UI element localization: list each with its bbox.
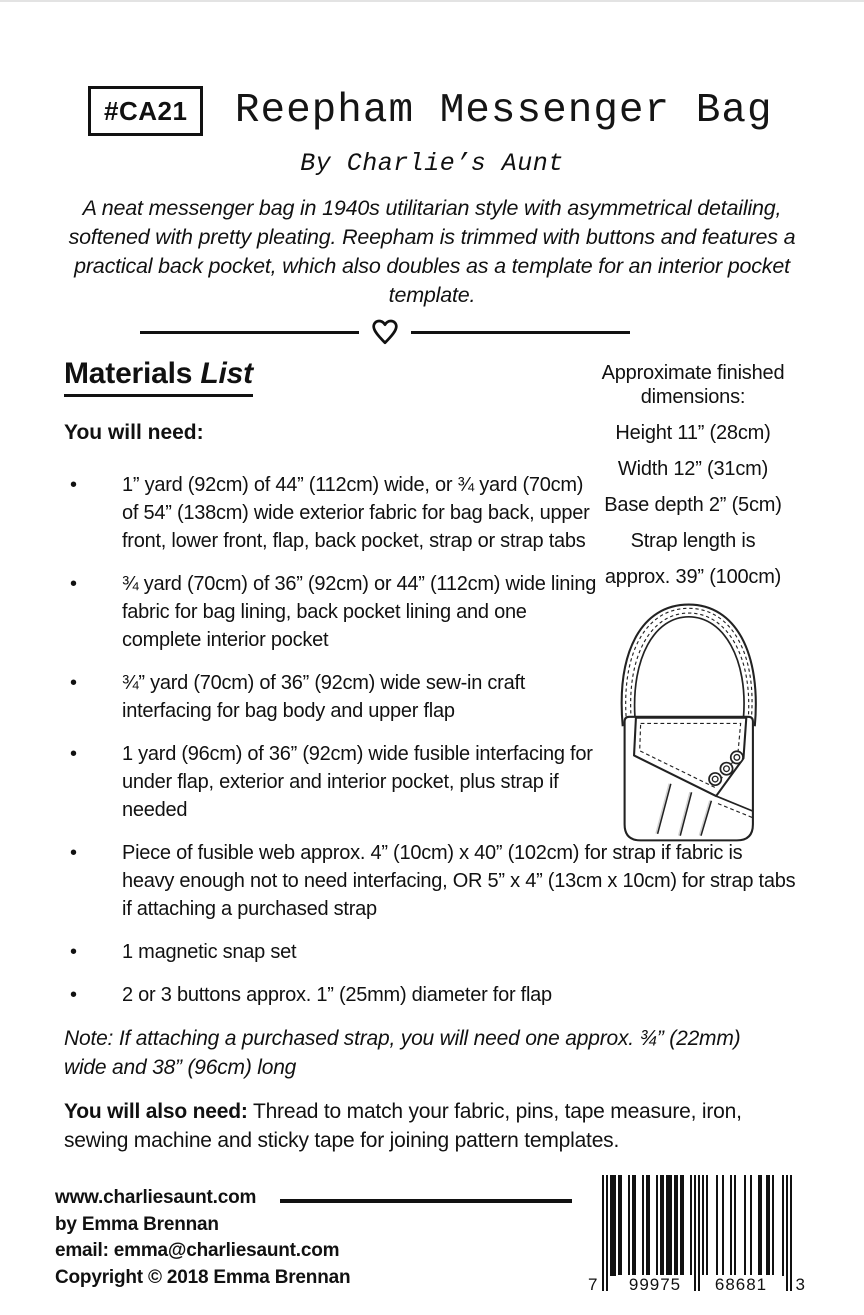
- materials-section: [64, 357, 804, 1155]
- list-item: [64, 981, 804, 1009]
- list-item-text: 1 yard (96cm) of 36” (92cm) wide fusible interfacing for under flap, exterior and interior pocket, plus strap if needed: [122, 743, 593, 821]
- footer-separator-line: [280, 1199, 572, 1203]
- page-title: Reepham Messenger Bag: [234, 88, 773, 134]
- finished-dimensions: [582, 361, 804, 853]
- list-item: [64, 938, 804, 966]
- materials-heading: [64, 357, 253, 397]
- dimensions-heading: Approximate finished dimensions:: [601, 362, 785, 408]
- strap-note: Note: If attaching a purchased strap, you will need one approx. ¾” (22mm) wide and 38” (96cm) long: [64, 1027, 741, 1079]
- bullet-icon: •: [70, 941, 77, 963]
- author: by Emma Brennan: [55, 1213, 219, 1235]
- list-item-text: 1 magnetic snap set: [122, 941, 297, 963]
- byline: By Charlie’s Aunt: [300, 149, 564, 178]
- dimension-line: approx. 39” (100cm): [604, 566, 782, 588]
- bullet-icon: •: [70, 672, 77, 694]
- description: A neat messenger bag in 1940s utilitarian style with asymmetrical detailing, softened with pretty pleating. Reepham is trimmed with buttons and features a practical back pocket, which also doubles as a template for an interior pocket template.: [68, 196, 796, 307]
- title-column: [203, 88, 804, 134]
- pattern-number-box: [88, 86, 203, 136]
- list-item-text: 1” yard (92cm) of 44” (112cm) wide, or ¾ yard (70cm) of 54” (138cm) wide exterior fabric for bag back, upper front, lower front, flap, back pocket, strap or strap tabs: [122, 474, 590, 552]
- dimension-line: Base depth 2” (5cm): [604, 494, 782, 516]
- list-item-text: 2 or 3 buttons approx. 1” (25mm) diameter for flap: [122, 984, 552, 1006]
- list-item-text: Piece of fusible web approx. 4” (10cm) x 40” (102cm) for strap if fabric is heavy enough not to need interfacing, OR 5” x 4” (13cm x 10cm) for strap tabs if attaching a purchased strap: [122, 842, 796, 920]
- also-need-label: You will also need:: [64, 1100, 248, 1123]
- footer: [0, 1175, 864, 1315]
- barcode-digit: 7: [588, 1275, 599, 1294]
- bag-illustration: [582, 597, 804, 853]
- bullet-icon: •: [70, 573, 77, 595]
- list-item-text: ¾” yard (70cm) of 36” (92cm) wide sew-in craft interfacing for bag body and upper flap: [122, 672, 526, 722]
- website: www.charliesaunt.com: [55, 1187, 257, 1208]
- heart-divider: [140, 319, 630, 345]
- bullet-icon: •: [70, 984, 77, 1006]
- you-will-need-label: You will need:: [64, 421, 204, 444]
- barcode-digit: 3: [795, 1275, 806, 1294]
- bullet-icon: •: [70, 842, 77, 864]
- dimension-line: Height 11” (28cm): [615, 422, 771, 444]
- copyright: Copyright © 2018 Emma Brennan: [55, 1266, 351, 1288]
- barcode-digits: 99975: [616, 1275, 694, 1295]
- materials-heading-accent: List: [200, 357, 253, 390]
- pattern-number: #CA21: [104, 96, 188, 126]
- heart-icon: [371, 319, 399, 345]
- email: email: emma@charliesaunt.com: [55, 1240, 340, 1261]
- messenger-bag-drawing: [602, 597, 784, 847]
- barcode-digits: 68681: [702, 1275, 780, 1295]
- bullet-icon: •: [70, 474, 77, 496]
- also-need-text: Thread to match your fabric, pins, tape measure, iron, sewing machine and sticky tape for joining pattern templates.: [64, 1100, 742, 1152]
- dimension-line: Width 12” (31cm): [617, 458, 769, 480]
- barcode: [588, 1175, 806, 1305]
- materials-heading-main: Materials: [64, 357, 193, 390]
- divider-line-left: [140, 331, 359, 334]
- dimension-line: Strap length is: [630, 530, 756, 552]
- list-item-text: ¾ yard (70cm) of 36” (92cm) or 44” (112cm) wide lining fabric for bag lining, back pocket lining and one complete interior pocket: [122, 573, 597, 651]
- bullet-icon: •: [70, 743, 77, 765]
- divider-line-right: [411, 331, 630, 334]
- header: [88, 86, 804, 136]
- also-need: [64, 1097, 790, 1155]
